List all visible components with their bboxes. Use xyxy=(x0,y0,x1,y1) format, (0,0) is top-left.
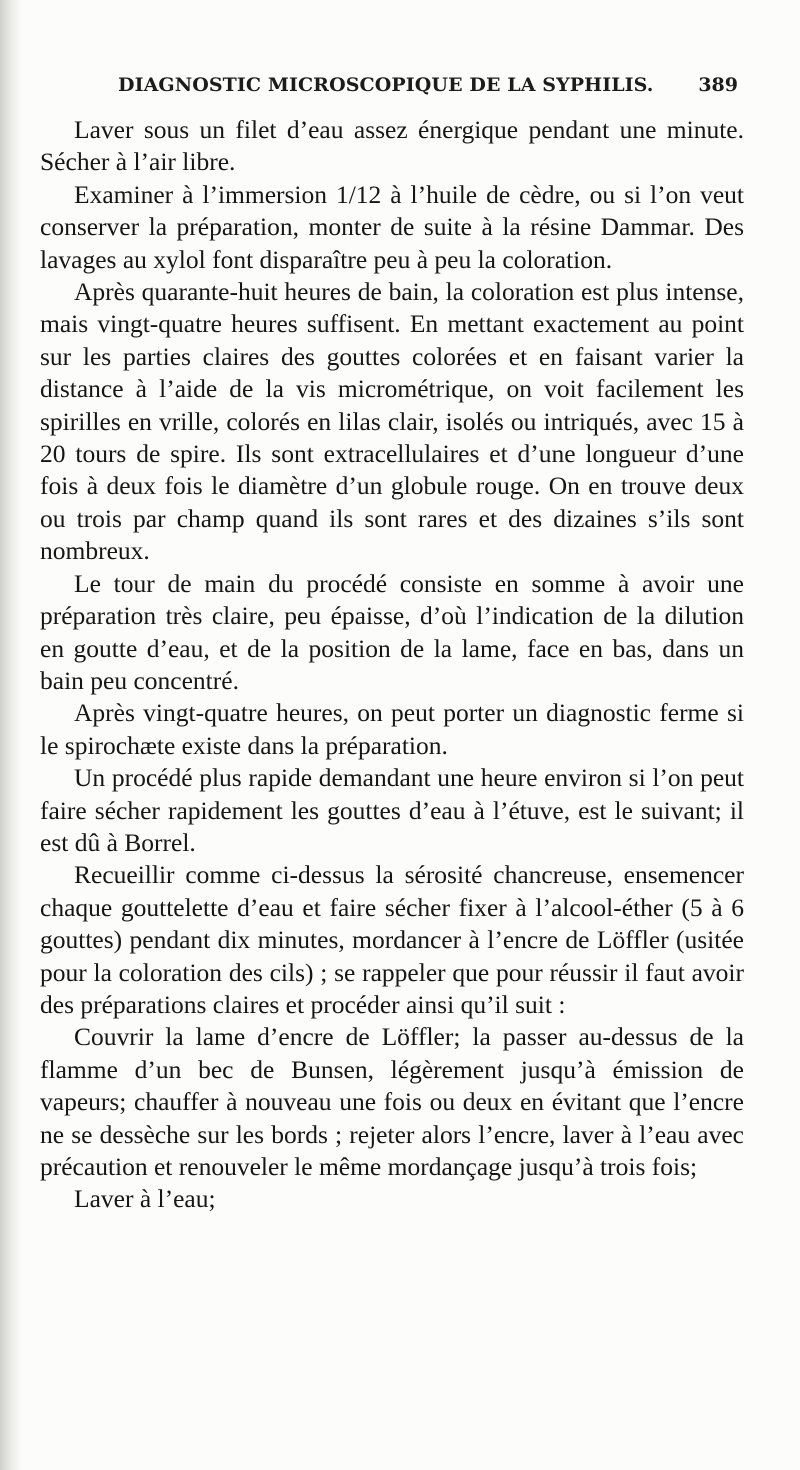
paragraph-rapid-procedure: Un procédé plus rapide demandant une heure environ si l’on peut faire sécher rapidement les gouttes d’eau à l’étuve, est le suivant; il est dû à Borrel. xyxy=(40,763,744,857)
paragraph-wash-water: Laver à l’eau; xyxy=(74,1184,216,1214)
paragraph-observation: Après quarante-huit heures de bain, la coloration est plus intense, mais vingt-quatre heures suffisent. En mettant exactement au point sur les parties claires des gouttes colorées et en faisant varier la distance à l’aide de la vis micrométrique, on voit facilement les spirilles en vrille, colorés en lilas clair, isolés ou intriqués, avec 15 à 20 tours de spire. Ils sont extracellulaires et d’une longueur d’une fois à deux fois le diamètre d’un globule rouge. On en trouve deux ou trois par champ quand ils sont rares et des dizaines s’ils sont nombreux. xyxy=(40,277,744,566)
paragraph-diagnosis: Après vingt-quatre heures, on peut porter un diagnostic ferme si le spirochæte existe dans la préparation. xyxy=(40,698,744,760)
paragraph-technique: Le tour de main du procédé consiste en somme à avoir une préparation très claire, peu épaisse, d’où l’indication de la dilution en goutte d’eau, et de la position de la lame, face en bas, dans un bain peu concentré. xyxy=(40,568,744,695)
paragraph-examine-immersion: Examiner à l’immersion 1/12 à l’huile de cèdre, ou si l’on veut conserver la préparation, monter de suite à la résine Dammar. Des lavages au xylol font disparaître peu à peu la coloration. xyxy=(40,179,744,274)
paragraph-rinse: Laver sous un filet d’eau assez énergique pendant une minute. Sécher à l’air libre. xyxy=(40,115,744,177)
page-number: 389 xyxy=(698,74,738,96)
page-binding-shadow xyxy=(0,0,22,1470)
paragraph-borrel-method: Recueillir comme ci-dessus la sérosité chancreuse, ensemencer chaque gouttelette d’eau et faire sécher fixer à l’alcool-éther (5 à 6 gouttes) pendant dix minutes, mordancer à l’encre de Löffler (usitée pour la coloration des cils) ; se rappeler que pour réussir il faut avoir des préparations claires et procéder ainsi qu’il suit : xyxy=(40,860,744,1019)
body-text xyxy=(40,114,744,1216)
paragraph-loffler-stain: Couvrir la lame d’encre de Löffler; la passer au-dessus de la flamme d’un bec de Bunsen, légèrement jusqu’à émission de vapeurs; chauffer à nouveau une fois ou deux en évitant que l’encre ne se dessèche sur les bords ; rejeter alors l’encre, laver à l’eau avec précaution et renouveler le même mordançage jusqu’à trois fois; xyxy=(40,1022,744,1181)
page-header xyxy=(118,70,742,102)
running-title: DIAGNOSTIC MICROSCOPIQUE DE LA SYPHILIS. xyxy=(118,74,654,96)
